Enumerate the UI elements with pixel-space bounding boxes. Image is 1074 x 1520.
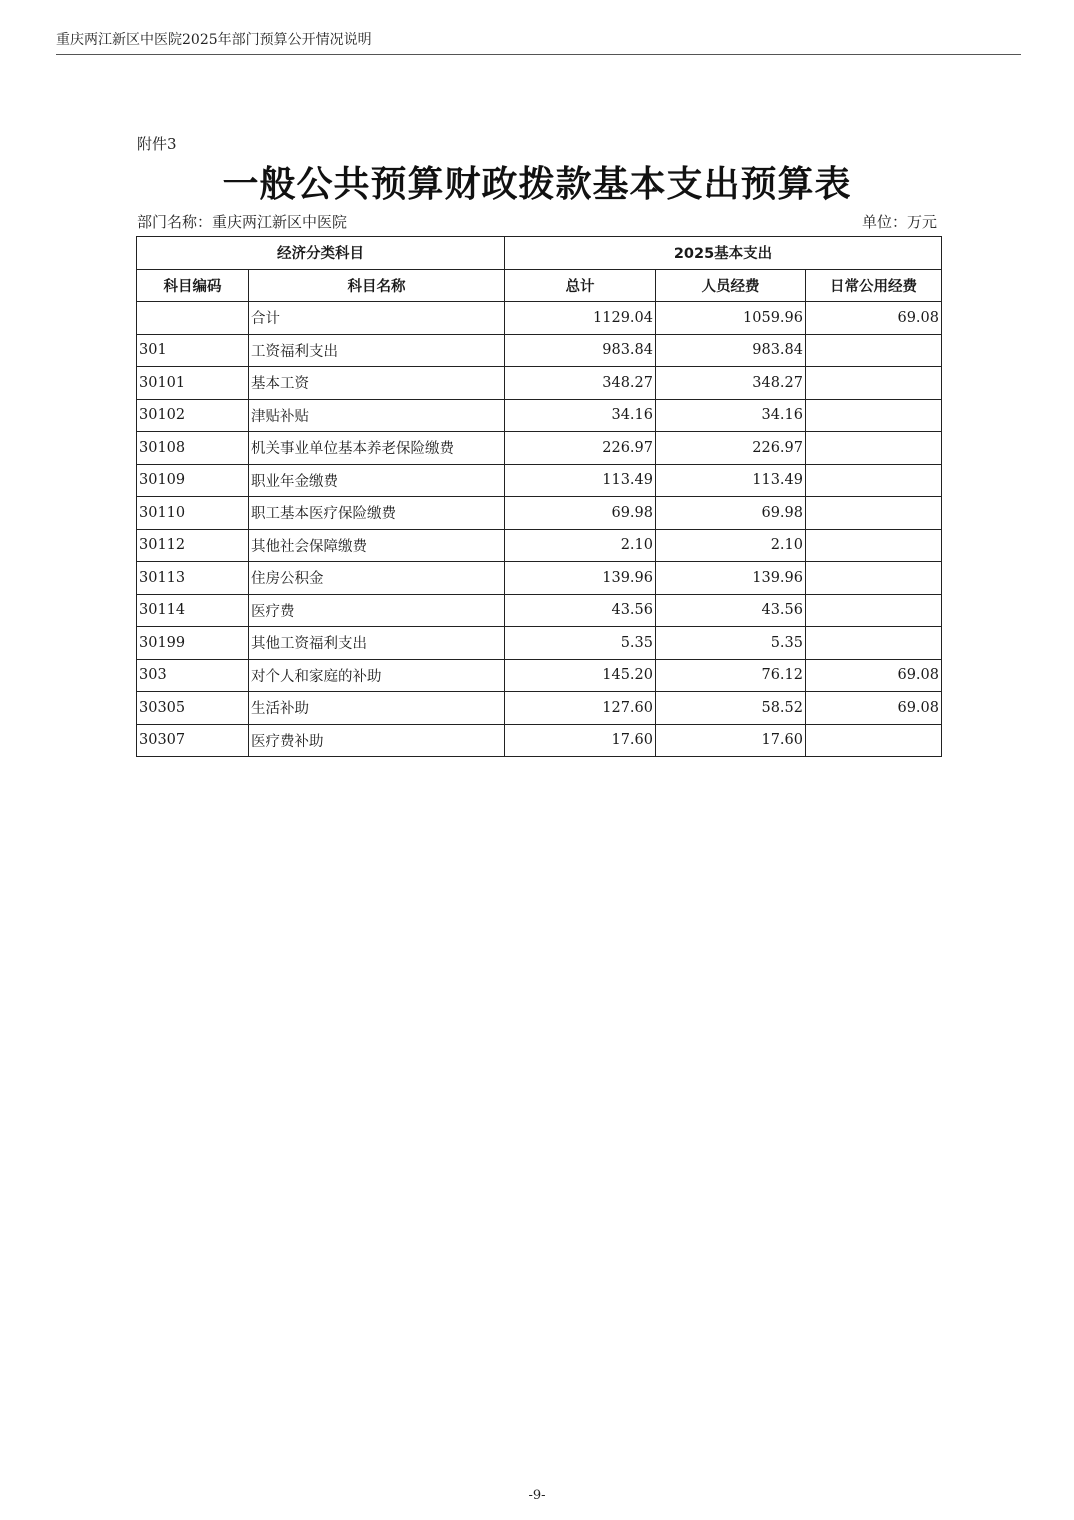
group-header-row [137, 237, 942, 270]
cell-public [806, 497, 942, 530]
cell-public [806, 334, 942, 367]
cell-public [806, 627, 942, 660]
cell-code: 30101 [137, 367, 249, 400]
cell-personnel: 5.35 [656, 627, 806, 660]
cell-personnel: 76.12 [656, 659, 806, 692]
cell-code [137, 302, 249, 335]
page-number: -9- [528, 1488, 546, 1503]
table-row [137, 724, 942, 757]
cell-name: 职工基本医疗保险缴费 [249, 497, 505, 530]
cell-public [806, 367, 942, 400]
cell-public [806, 594, 942, 627]
cell-name: 基本工资 [249, 367, 505, 400]
cell-personnel: 43.56 [656, 594, 806, 627]
header-personnel: 人员经费 [656, 269, 806, 302]
running-title: 重庆两江新区中医院2025年部门预算公开情况说明 [56, 32, 372, 48]
table-row [137, 367, 942, 400]
header-basic-expenditure: 2025基本支出 [505, 237, 942, 270]
cell-code: 30109 [137, 464, 249, 497]
table-body [137, 302, 942, 757]
cell-total: 17.60 [505, 724, 656, 757]
cell-personnel: 226.97 [656, 432, 806, 465]
cell-total: 2.10 [505, 529, 656, 562]
table-row [137, 464, 942, 497]
cell-code: 30112 [137, 529, 249, 562]
unit-label: 单位：万元 [861, 213, 937, 231]
cell-personnel: 58.52 [656, 692, 806, 725]
cell-total: 69.98 [505, 497, 656, 530]
cell-public [806, 562, 942, 595]
cell-code: 30305 [137, 692, 249, 725]
column-header-row [137, 269, 942, 302]
cell-public: 69.08 [806, 692, 942, 725]
header-economic-classification: 经济分类科目 [137, 237, 505, 270]
table-row [137, 562, 942, 595]
cell-code: 30114 [137, 594, 249, 627]
cell-name: 工资福利支出 [249, 334, 505, 367]
cell-name: 住房公积金 [249, 562, 505, 595]
cell-name: 机关事业单位基本养老保险缴费 [249, 432, 505, 465]
cell-total: 5.35 [505, 627, 656, 660]
header-name: 科目名称 [249, 269, 505, 302]
cell-personnel: 113.49 [656, 464, 806, 497]
cell-code: 30102 [137, 399, 249, 432]
table-row [137, 334, 942, 367]
cell-total: 43.56 [505, 594, 656, 627]
cell-personnel: 34.16 [656, 399, 806, 432]
cell-code: 303 [137, 659, 249, 692]
cell-code: 30110 [137, 497, 249, 530]
attachment-label: 附件3 [137, 135, 177, 153]
cell-name: 职业年金缴费 [249, 464, 505, 497]
cell-personnel: 1059.96 [656, 302, 806, 335]
cell-personnel: 348.27 [656, 367, 806, 400]
cell-personnel: 983.84 [656, 334, 806, 367]
cell-name: 合计 [249, 302, 505, 335]
cell-total: 145.20 [505, 659, 656, 692]
cell-total: 983.84 [505, 334, 656, 367]
cell-name: 其他工资福利支出 [249, 627, 505, 660]
cell-total: 34.16 [505, 399, 656, 432]
cell-code: 30113 [137, 562, 249, 595]
table-row [137, 399, 942, 432]
cell-total: 139.96 [505, 562, 656, 595]
cell-total: 113.49 [505, 464, 656, 497]
table-row [137, 497, 942, 530]
table-row [137, 302, 942, 335]
cell-total: 1129.04 [505, 302, 656, 335]
department-name: 部门名称：重庆两江新区中医院 [137, 213, 348, 231]
cell-public [806, 724, 942, 757]
cell-code: 30199 [137, 627, 249, 660]
cell-code: 30307 [137, 724, 249, 757]
table-row [137, 529, 942, 562]
cell-name: 生活补助 [249, 692, 505, 725]
table-row [137, 432, 942, 465]
header-public: 日常公用经费 [806, 269, 942, 302]
table-row [137, 692, 942, 725]
document-title: 一般公共预算财政拨款基本支出预算表 [222, 164, 852, 205]
cell-total: 226.97 [505, 432, 656, 465]
cell-total: 127.60 [505, 692, 656, 725]
cell-total: 348.27 [505, 367, 656, 400]
cell-name: 对个人和家庭的补助 [249, 659, 505, 692]
cell-public: 69.08 [806, 302, 942, 335]
cell-public [806, 432, 942, 465]
budget-table [136, 236, 942, 757]
header-code: 科目编码 [137, 269, 249, 302]
cell-name: 医疗费 [249, 594, 505, 627]
cell-public [806, 399, 942, 432]
cell-name: 其他社会保障缴费 [249, 529, 505, 562]
cell-personnel: 17.60 [656, 724, 806, 757]
cell-public: 69.08 [806, 659, 942, 692]
page-header [56, 30, 1021, 55]
cell-code: 301 [137, 334, 249, 367]
header-total: 总计 [505, 269, 656, 302]
cell-code: 30108 [137, 432, 249, 465]
cell-personnel: 69.98 [656, 497, 806, 530]
table-row [137, 627, 942, 660]
cell-personnel: 139.96 [656, 562, 806, 595]
cell-public [806, 529, 942, 562]
cell-name: 津贴补贴 [249, 399, 505, 432]
cell-public [806, 464, 942, 497]
cell-personnel: 2.10 [656, 529, 806, 562]
cell-name: 医疗费补助 [249, 724, 505, 757]
table-row [137, 659, 942, 692]
table-row [137, 594, 942, 627]
